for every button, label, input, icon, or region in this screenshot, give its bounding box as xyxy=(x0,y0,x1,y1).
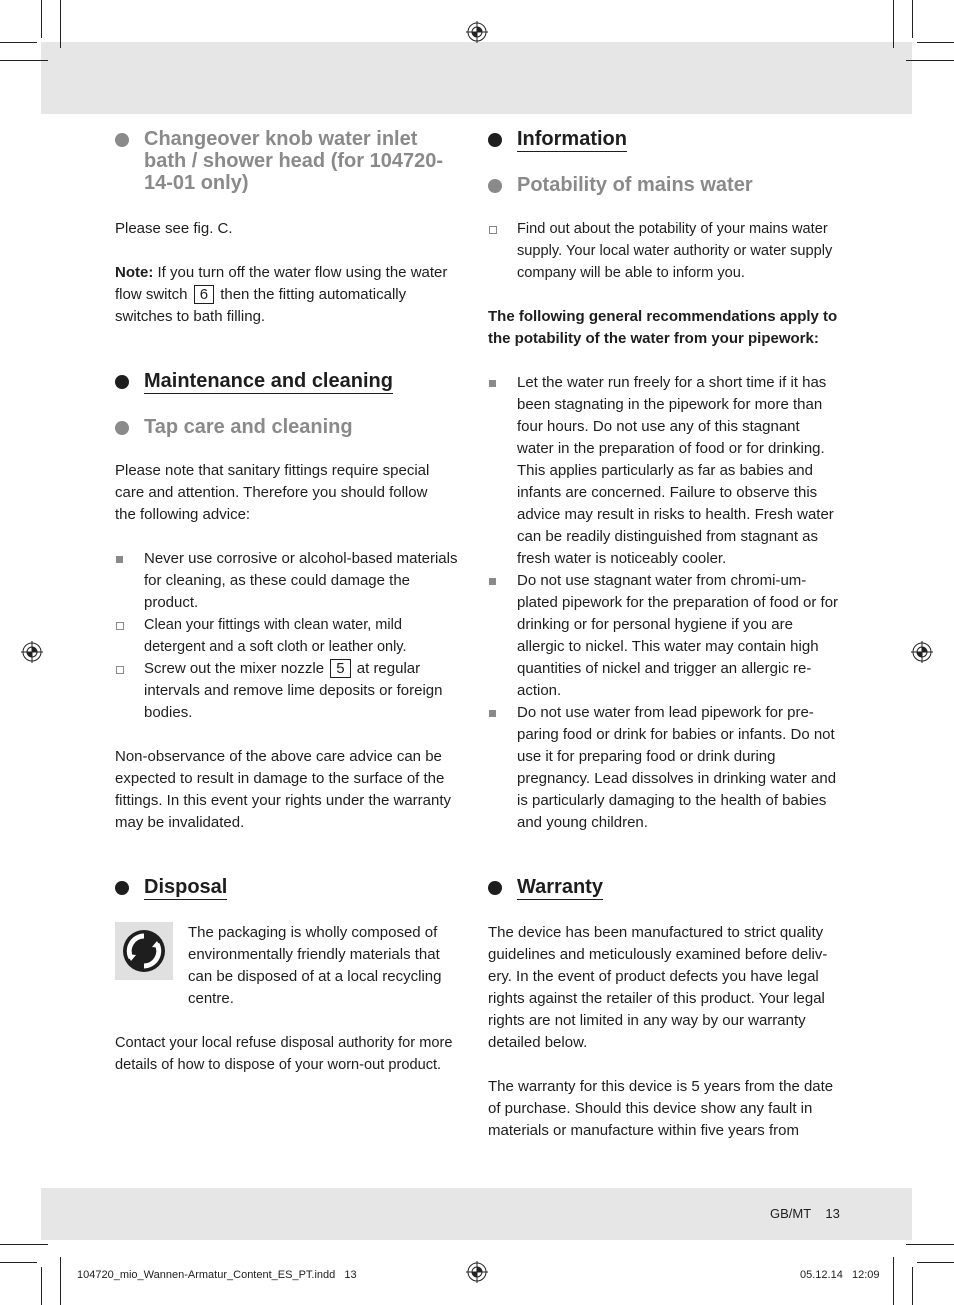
square-bullet-icon xyxy=(489,710,496,717)
note-label: Note: xyxy=(115,264,154,281)
paragraph-general-recommendations: The following general recommendations apply to the potability of the water from your pipework: xyxy=(488,308,838,347)
crop-mark xyxy=(0,60,48,61)
heading-warranty: Warranty xyxy=(488,876,840,900)
paragraph-sanitary: Please note that sanitary fittings require special care and attention. Therefore you should follow the following advice: xyxy=(115,462,430,523)
crop-mark xyxy=(917,1262,954,1263)
right-column xyxy=(488,128,840,1142)
crop-mark xyxy=(912,1267,913,1305)
checkbox-bullet-icon xyxy=(116,666,124,674)
registration-mark-icon xyxy=(911,641,933,663)
crop-mark xyxy=(893,1257,894,1305)
square-bullet-icon xyxy=(489,380,496,387)
crop-mark xyxy=(0,1244,48,1245)
crop-mark xyxy=(893,0,894,48)
list-item: Do not use water from lead pipework for pre-paring food or drink for babies or infants. Do not use it for preparing food or drink during pregnancy. Lead dissolves in drinking water and is particularly damaging to the health of babies and young children. xyxy=(488,702,840,834)
bullet-icon xyxy=(115,421,129,435)
heading-tap-care: Tap care and cleaning xyxy=(115,416,467,438)
registration-mark-icon xyxy=(466,21,488,43)
crop-mark xyxy=(906,60,954,61)
paragraph-nonobservance: Non-observance of the above care advice can be expected to result in damage to the surface of the fittings. In this event your rights under the warranty may be invalidated. xyxy=(115,748,451,831)
page-number: GB/MT 13 xyxy=(770,1206,840,1221)
heading-maintenance: Maintenance and cleaning xyxy=(115,370,467,394)
slug-date: 05.12.14 12:09 xyxy=(800,1269,880,1281)
crop-mark xyxy=(912,0,913,38)
recommendation-list xyxy=(488,372,840,834)
crop-mark xyxy=(0,1262,37,1263)
care-list xyxy=(115,548,467,724)
crop-mark xyxy=(60,0,61,48)
list-item: Clean your fittings with clean water, mild detergent and a soft cloth or leather only. xyxy=(115,614,467,658)
list-item: Do not use stagnant water from chromi-um-plated pipework for the preparation of food or for drinking or for personal hygiene if you are allergic to nickel. This water may contain high quantities of nickel and trigger an allergic re-action. xyxy=(488,570,840,702)
paragraph-contact: Contact your local refuse disposal authority for more details of how to dispose of your worn-out product. xyxy=(115,1035,453,1073)
disposal-block xyxy=(115,922,467,1010)
part-reference-6: 6 xyxy=(194,285,214,304)
checkbox-bullet-icon xyxy=(116,622,124,630)
crop-mark xyxy=(41,1267,42,1305)
heading-disposal: Disposal xyxy=(115,876,467,900)
crop-mark xyxy=(60,1257,61,1305)
heading-changeover: Changeover knob water inlet bath / shower head (for 104720-14-01 only) xyxy=(115,128,467,194)
bullet-icon xyxy=(115,375,129,389)
checkbox-bullet-icon xyxy=(489,226,497,234)
paragraph-device: The device has been manufactured to strict quality guidelines and meticulously examined before deliv-ery. In the event of product defects you have legal rights against the retailer of this product. Your legal rights are not limited in any way by our warranty detailed below. xyxy=(488,924,828,1051)
paragraph-fig: Please see fig. C. xyxy=(115,220,233,237)
left-column xyxy=(115,128,467,1076)
slug-filename: 104720_mio_Wannen-Armatur_Content_ES_PT.indd 13 xyxy=(77,1269,357,1281)
square-bullet-icon xyxy=(116,556,123,563)
registration-mark-icon xyxy=(466,1261,488,1283)
bullet-icon xyxy=(488,881,502,895)
bullet-icon xyxy=(488,133,502,147)
crop-mark xyxy=(41,0,42,38)
paragraph-packaging: The packaging is wholly composed of environmentally friendly materials that can be disposed of at a local recycling centre. xyxy=(188,924,442,1007)
crop-mark xyxy=(0,42,37,43)
part-reference-5: 5 xyxy=(330,659,350,678)
list-item: Let the water run freely for a short time if it has been stagnating in the pipework for more than four hours. Do not use any of this stagnant water in the preparation of food or for drinking. This applies particularly as far as babies and infants are concerned. Failure to observe this advice may result in risks to health. Fresh water can be readily distinguished from stagnant as fresh water is noticeably cooler. xyxy=(488,372,840,570)
potability-checklist xyxy=(488,218,840,284)
square-bullet-icon xyxy=(489,578,496,585)
heading-potability: Potability of mains water xyxy=(488,174,840,196)
header-band xyxy=(41,42,912,114)
paragraph-warranty-period: The warranty for this device is 5 years from the date of purchase. Should this device show any fault in materials or manufacture within five years from xyxy=(488,1078,834,1139)
bullet-icon xyxy=(115,881,129,895)
bullet-icon xyxy=(115,133,129,147)
green-dot-recycle-icon xyxy=(115,922,173,980)
list-item: Never use corrosive or alcohol-based materials for cleaning, as these could damage the product. xyxy=(115,548,467,614)
list-item: Find out about the potability of your mains water supply. Your local water authority or water supply company will be able to inform you. xyxy=(488,218,840,284)
crop-mark xyxy=(906,1244,954,1245)
paragraph-note: Note: If you turn off the water flow using the water flow switch 6 then the fitting automatically switches to bath filling. xyxy=(115,264,448,325)
list-item: Screw out the mixer nozzle 5 at regular intervals and remove lime deposits or foreign bodies. xyxy=(115,658,467,724)
crop-mark xyxy=(917,42,954,43)
bullet-icon xyxy=(488,179,502,193)
registration-mark-icon xyxy=(21,641,43,663)
heading-information: Information xyxy=(488,128,840,152)
